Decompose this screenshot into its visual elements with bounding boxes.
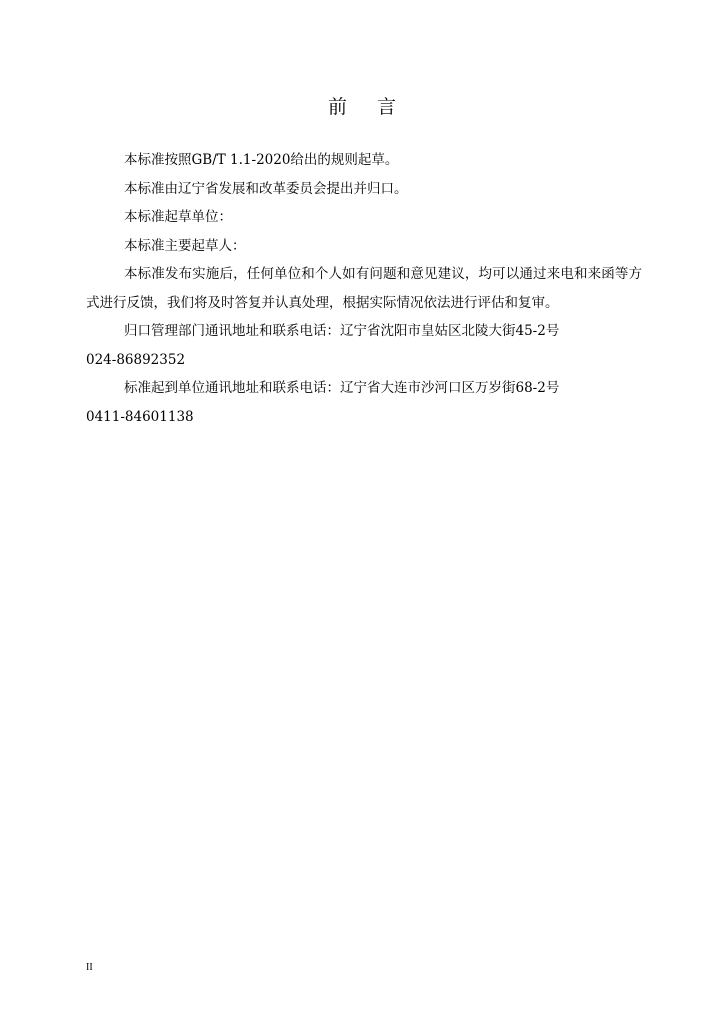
- page-title: 前 言: [327, 96, 409, 118]
- contact-address-drafting-unit: 标准起到单位通讯地址和联系电话：辽宁省大连市沙河口区万岁街68-2号: [124, 380, 560, 396]
- paragraph-drafting-unit: 本标准起草单位：: [124, 209, 232, 225]
- page-number: II: [86, 962, 93, 973]
- foreword-body: [86, 146, 642, 431]
- paragraph-main-drafters: 本标准主要起草人：: [124, 237, 246, 254]
- contact-phone-authority: 024-86892352: [86, 351, 186, 368]
- paragraph-feedback: 本标准发布实施后，任何单位和个人如有问题和意见建议，均可以通过来电和来函等方式进行反馈，我们将及时答复并认真处理，根据实际情况依法进行评估和复审。: [86, 266, 642, 311]
- contact-phone-drafting-unit: 0411-84601138: [86, 408, 194, 425]
- contact-paragraph-drafting-unit: [86, 374, 642, 431]
- contact-paragraph-authority: [86, 317, 642, 374]
- contact-address-authority: 归口管理部门通讯地址和联系电话：辽宁省沈阳市皇姑区北陵大街45-2号: [124, 323, 560, 339]
- paragraph-proposer: 本标准由辽宁省发展和改革委员会提出并归口。: [124, 180, 408, 197]
- paragraph-drafting-rules: 本标准按照GB/T 1.1-2020给出的规则起草。: [124, 152, 399, 168]
